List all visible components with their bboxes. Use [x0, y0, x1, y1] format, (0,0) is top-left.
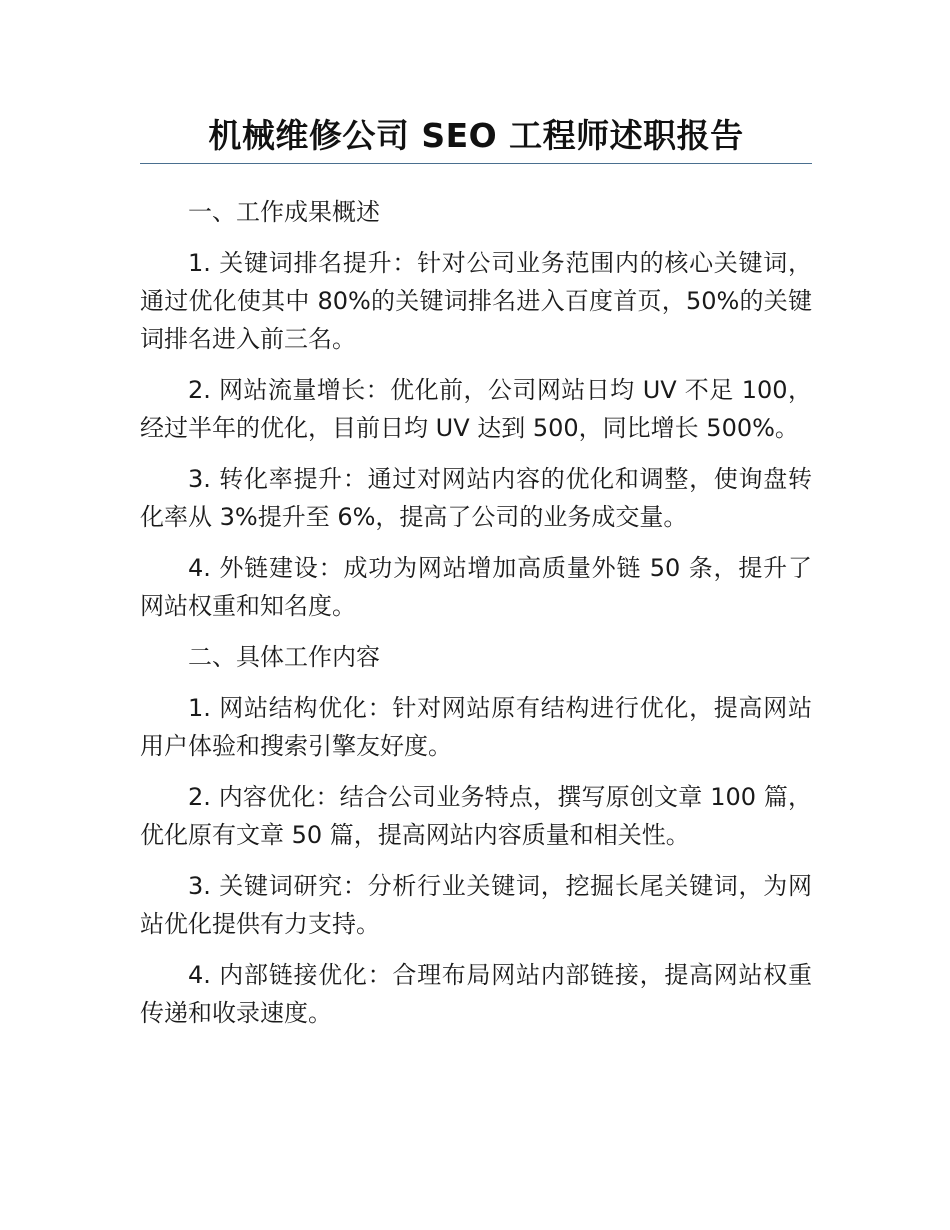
document-body [140, 193, 812, 1045]
paragraph-content-optimization: 2. 内容优化：结合公司业务特点，撰写原创文章 100 篇，优化原有文章 50 篇，提高网站内容质量和相关性。 [140, 783, 812, 849]
paragraph-backlinks: 4. 外链建设：成功为网站增加高质量外链 50 条，提升了网站权重和知名度。 [140, 554, 812, 620]
title-underline [140, 163, 812, 164]
paragraph-internal-links: 4. 内部链接优化：合理布局网站内部链接，提高网站权重传递和收录速度。 [140, 961, 812, 1027]
document-title: 机械维修公司 SEO 工程师述职报告 [208, 116, 744, 155]
section-heading-work-results: 一、工作成果概述 [188, 198, 380, 226]
paragraph-keyword-research: 3. 关键词研究：分析行业关键词，挖掘长尾关键词，为网站优化提供有力支持。 [140, 872, 812, 938]
paragraph-traffic-growth: 2. 网站流量增长：优化前，公司网站日均 UV 不足 100，经过半年的优化，目前日均 UV 达到 500，同比增长 500%。 [140, 376, 812, 442]
paragraph-keyword-ranking: 1. 关键词排名提升：针对公司业务范围内的核心关键词，通过优化使其中 80%的关键词排名进入百度首页，50%的关键词排名进入前三名。 [140, 249, 812, 353]
paragraph-conversion-rate: 3. 转化率提升：通过对网站内容的优化和调整，使询盘转化率从 3%提升至 6%，提高了公司的业务成交量。 [140, 465, 812, 531]
paragraph-site-structure: 1. 网站结构优化：针对网站原有结构进行优化，提高网站用户体验和搜索引擎友好度。 [140, 694, 812, 760]
section-heading-work-details: 二、具体工作内容 [188, 643, 380, 671]
